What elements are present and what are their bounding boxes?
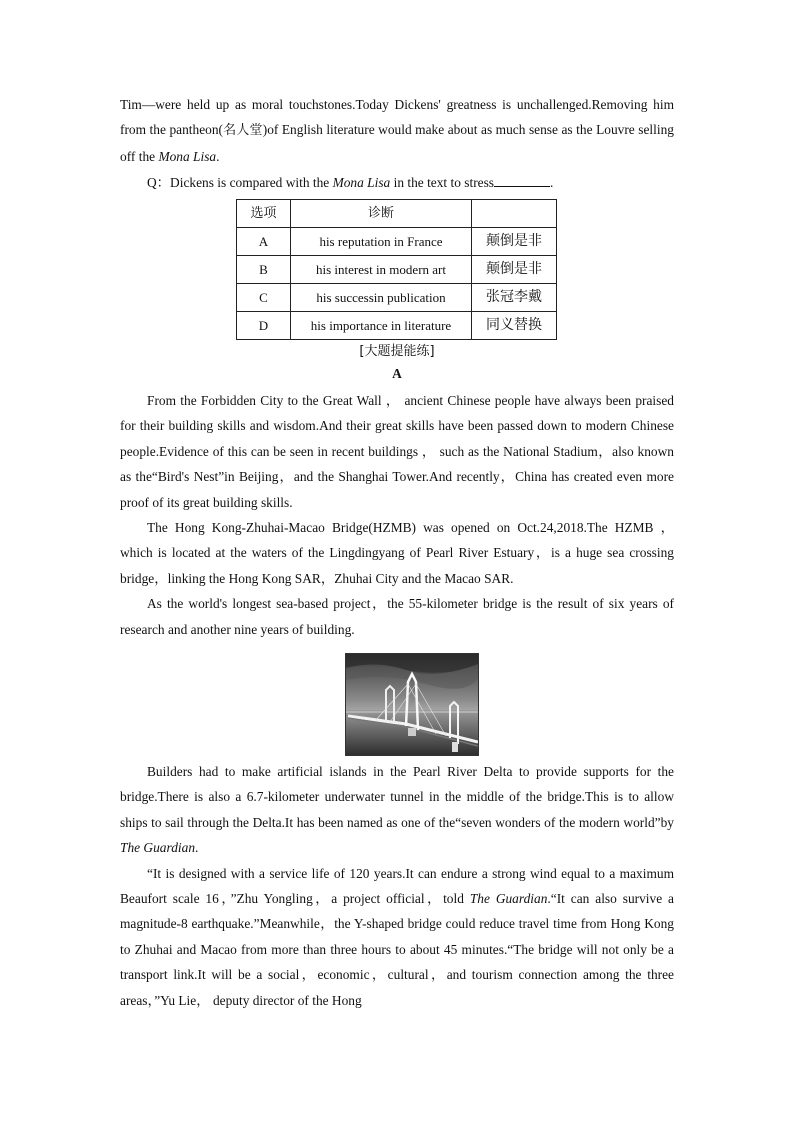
row-option: B bbox=[237, 256, 291, 284]
paragraph-1: From the Forbidden City to the Great Wall ， ancient Chinese people have always been praised for their building skills and wisdom.And their great skills have been passed down to modern Chinese people.Evidence of this can be seen in recent buildings ， such as the National Stadium，also known as the“Bird's Nest”in Beijing，and the Shanghai Tower.And recently，China has created even more proof of its great building skills. bbox=[120, 393, 674, 510]
excerpt-text-1: Tim—were held up as moral touchstones.Today Dickens' greatness is unchallenged.Removing him from the pantheon( bbox=[120, 97, 674, 138]
table-row bbox=[237, 228, 557, 256]
diagnosis-table bbox=[236, 199, 557, 340]
table-row bbox=[237, 312, 557, 340]
question-mona-lisa: Mona Lisa bbox=[332, 175, 391, 190]
question-prefix: Q：Dickens is compared with the bbox=[147, 175, 333, 190]
row-tag: 同义替换 bbox=[472, 312, 557, 340]
paragraph-2: The Hong Kong-Zhuhai-Macao Bridge(HZMB) was opened on Oct.24,2018.The HZMB ， which is located at the waters of the Lingdingyang of Pearl River Estuary，is a huge sea crossing bridge，linking the Hong Kong SAR，Zhuhai City and the Macao SAR. bbox=[120, 520, 674, 586]
answer-blank bbox=[494, 173, 550, 187]
bridge-illustration bbox=[346, 654, 478, 755]
paragraph-5 bbox=[120, 861, 674, 1013]
passage-part-1 bbox=[120, 388, 674, 642]
mona-lisa-title: Mona Lisa bbox=[158, 148, 217, 164]
row-tag: 颠倒是非 bbox=[472, 256, 557, 284]
row-tag: 张冠李戴 bbox=[472, 284, 557, 312]
excerpt-end: . bbox=[216, 148, 220, 164]
guardian-title-2: The Guardian bbox=[469, 891, 548, 907]
pantheon-translation: 名人堂 bbox=[223, 123, 263, 139]
table-header-row bbox=[237, 200, 557, 228]
paragraph-4-text: Builders had to make artificial islands in the Pearl River Delta to provide supports for the bridge.There is also a 6.7-kilometer underwater tunnel in the middle of the bridge.This is to allow ships to sail through the Delta.It has been named as one of the“seven wonders of the modern world”by bbox=[120, 764, 674, 830]
paragraph-4 bbox=[120, 759, 674, 861]
header-diagnosis: 诊断 bbox=[291, 200, 472, 228]
question-suffix: in the text to stress bbox=[390, 175, 495, 190]
row-text: his importance in literature bbox=[291, 312, 472, 340]
guardian-title: The Guardian bbox=[120, 840, 196, 856]
row-text: his reputation in France bbox=[291, 228, 472, 256]
section-letter: A bbox=[392, 366, 402, 381]
header-option: 选项 bbox=[237, 200, 291, 228]
row-text: his interest in modern art bbox=[291, 256, 472, 284]
row-text: his successin publication bbox=[291, 284, 472, 312]
excerpt-text-2: )of English literature would make about as much sense as the Louvre selling off the bbox=[120, 122, 674, 164]
row-option: C bbox=[237, 284, 291, 312]
paragraph-4-end: . bbox=[195, 840, 199, 856]
paragraph-5-text-2: .“It can also survive a magnitude-8 earthquake.”Meanwhile，the Y-shaped bridge could reduce travel time from Hong Kong to Zhuhai and Macao from more than three hours to about 45 minutes.“The bridge will not only be a transport link.It will be a social，economic，cultural，and tourism connection among the three areas，”Yu Lie， deputy director of the Hong bbox=[120, 891, 674, 1008]
row-option: A bbox=[237, 228, 291, 256]
bridge-photo bbox=[345, 653, 479, 756]
question-end: . bbox=[550, 175, 554, 190]
row-option: D bbox=[237, 312, 291, 340]
table-row bbox=[237, 256, 557, 284]
paragraph-3: As the world's longest sea-based project，the 55-kilometer bridge is the result of six years of research and another nine years of building. bbox=[120, 596, 674, 637]
paragraph-5-text-1: “It is designed with a service life of 120 years.It can endure a strong wind equal to a maximum Beaufort scale 16，”Zhu Yongling，a project official，told bbox=[120, 865, 674, 907]
excerpt-paragraph bbox=[120, 92, 674, 169]
section-label: [大题提能练] bbox=[359, 344, 435, 359]
question bbox=[120, 170, 674, 195]
row-tag: 颠倒是非 bbox=[472, 228, 557, 256]
table-row bbox=[237, 284, 557, 312]
passage-part-2 bbox=[120, 759, 674, 1013]
header-empty bbox=[472, 200, 557, 228]
